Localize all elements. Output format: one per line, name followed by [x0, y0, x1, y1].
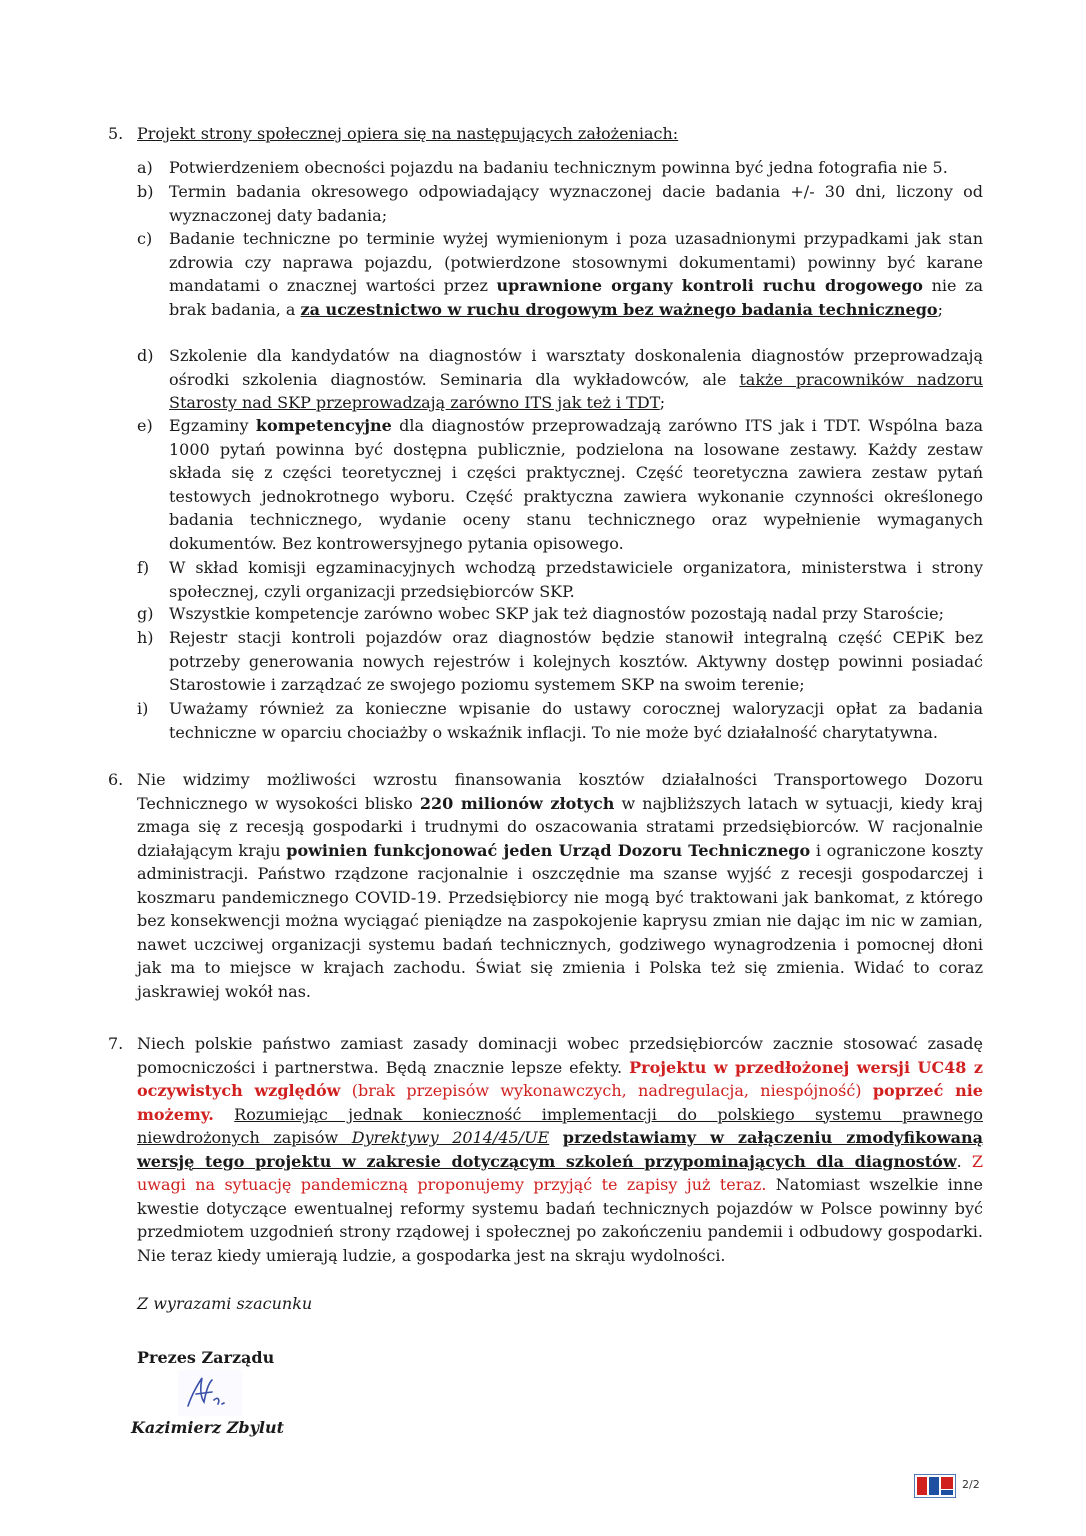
text-run — [214, 1105, 234, 1124]
section-5-heading: Projekt strony społecznej opiera się na następujących założeniach: — [137, 124, 679, 143]
closing-phrase: Z wyrazami szacunku — [137, 1294, 313, 1313]
text-run: ; — [659, 393, 666, 412]
list-item-text — [169, 414, 983, 555]
text-run: Wszystkie kompetencje zarówno wobec SKP jak też diagnostów pozostają nadal przy Staroście; — [169, 604, 945, 623]
text-run: (brak przepisów wykonawczych, nadregulacja, niespójność) — [340, 1081, 873, 1100]
list-item-label: a) — [137, 158, 153, 177]
list-item-label: i) — [137, 699, 149, 718]
text-run — [549, 1128, 563, 1147]
list-item — [137, 414, 983, 555]
list-item-label: h) — [137, 628, 154, 647]
text-run: poprzeć nie możemy. — [137, 1081, 983, 1124]
text-run: Badanie techniczne po terminie wyżej wymienionym i poza uzasadnionymi przypadkami jak stan zdrowia czy naprawa pojazdu, (potwierdzone stosownymi dokumentami) powinny być karane mandatami o znacznej wartości przez — [169, 229, 983, 295]
list-item — [137, 626, 983, 697]
text-run: kompetencyjne — [255, 416, 392, 435]
section-7-paragraph — [137, 1032, 983, 1267]
page-number: 2/2 — [962, 1478, 980, 1491]
text-run: Egzaminy — [169, 416, 256, 435]
list-item — [137, 602, 983, 626]
list-item — [137, 344, 983, 415]
list-item-label: g) — [137, 604, 154, 623]
signatory-name: Kazimierz Zbylut — [131, 1418, 284, 1437]
section-6-number: 6. — [108, 770, 124, 789]
list-item-text — [169, 156, 983, 180]
text-run: nie za brak badania, a — [169, 276, 984, 319]
section-7-number: 7. — [108, 1034, 124, 1053]
list-item-text — [169, 227, 983, 321]
text-run: Uważamy również za konieczne wpisanie do ustawy corocznej waloryzacji opłat za badania techniczne w oparciu chociażby o wskaźnik inflacji. To nie może być działalność charytatywna. — [169, 699, 983, 742]
text-run: Rejestr stacji kontroli pojazdów oraz diagnostów będzie stanowił integralną część CEPiK bez potrzeby generowania nowych rejestrów i kolejnych kosztów. Aktywny dostęp powinni posiadać Starostowie i zarządzać ze swojego poziomu systemem SKP na swoim terenie; — [169, 628, 983, 694]
text-run: Projektu w przedłożonej wersji UC48 z oczywistych względów — [137, 1057, 983, 1100]
text-run: Termin badania okresowego odpowiadający wyznaczonej dacie badania +/- 30 dni, liczony od wyznaczonej daty badania; — [169, 182, 983, 225]
list-item — [137, 180, 983, 227]
text-run: Nie widzimy możliwości wzrostu finansowania kosztów działalności Transportowego Dozoru Technicznego w wysokości blisko — [137, 770, 983, 813]
list-item-text — [169, 697, 983, 744]
handwritten-signature-icon — [178, 1370, 242, 1416]
skp-logo-icon — [914, 1474, 956, 1498]
signatory-title: Prezes Zarządu — [137, 1348, 275, 1367]
text-run: za uczestnictwo w ruchu drogowym bez ważnego badania technicznego — [300, 299, 938, 319]
list-item-label: c) — [137, 229, 153, 248]
list-item-text — [169, 556, 983, 603]
list-item — [137, 156, 983, 180]
text-run: Dyrektywy 2014/45/UE — [351, 1128, 550, 1147]
list-item — [137, 556, 983, 603]
text-run: Rozumiejąc jednak konieczność implementacji do polskiego systemu prawnego niewdrożonych zapisów — [137, 1104, 983, 1147]
list-item — [137, 227, 983, 321]
text-run: Szkolenie dla kandydatów na diagnostów i warsztaty doskonalenia diagnostów przeprowadzają ośrodki szkolenia diagnostów. Seminaria dla wykładowców, ale — [169, 346, 983, 389]
list-item-text — [169, 344, 983, 415]
list-item-label: e) — [137, 416, 153, 435]
section-6-paragraph — [137, 768, 983, 1003]
text-run: Natomiast wszelkie inne kwestie dotyczące ewentualnej reformy systemu badań technicznych pojazdów w Polsce powinny być przedmiotem uzgodnień strony rządowej i społecznej po zakończeniu pandemii i odbudowy gospodarki. Nie teraz kiedy umierają ludzie, a gospodarka jest na skraju wydolności. — [137, 1175, 983, 1265]
text-run: dla diagnostów przeprowadzają zarówno ITS jak i TDT. Wspólna baza 1000 pytań powinna być dostępna publicznie, podzielona na losowane zestawy. Każdy zestaw składa się z części teoretycznej i części praktycznej. Część teoretyczna zawiera zestaw pytań testowych jednokrotnego wyboru. Część praktyczna zawiera wykonanie czynności określonego badania technicznego, wydanie oceny stanu technicznego oraz wypełnienie wymaganych dokumentów. Bez kontrowersyjnego pytania opisowego. — [169, 416, 984, 553]
text-run: uprawnione organy kontroli ruchu drogowego — [496, 276, 923, 295]
list-item-label: d) — [137, 346, 154, 365]
text-run: Niech polskie państwo zamiast zasady dominacji wobec przedsiębiorców zacznie stosować zasadę pomocniczości i partnerstwa. Będą znacznie lepsze efekty. — [137, 1034, 983, 1077]
text-run: ; — [937, 299, 943, 319]
list-item-text — [169, 626, 983, 697]
text-run: powinien funkcjonować jeden Urząd Dozoru Technicznego — [286, 840, 811, 860]
text-run: 220 milionów złotych — [419, 793, 615, 813]
text-run: także pracowników nadzoru Starosty nad SKP przeprowadzają zarówno ITS jak też i TDT — [169, 369, 984, 412]
text-run: i ograniczone koszty administracji. Państwo rządzone racjonalnie i oszczędnie ma szanse wyjść z recesji gospodarczej i koszmaru pandemicznego COVID-19. Przedsiębiorcy nie mogą być traktowani jak bankomat, z którego bez konsekwencji można wyciągać pieniądze na zaspokojenie kaprysu zmian nie dając im nic w zamian, nawet uczciwej organizacji systemu badań technicznych, godziwego wynagrodzenia i pomocnej dłoni jak ma to miejsce w krajach zachodu. Świat się zmienia i Polska też się zmienia. Widać to coraz jaskrawiej wokół nas. — [137, 840, 984, 1001]
list-item — [137, 697, 983, 744]
text-run: przedstawiamy w załączeniu zmodyfikowaną wersję tego projektu w zakresie dotyczącym szkoleń przypominających dla diagnostów — [137, 1128, 983, 1171]
list-item-label: f) — [137, 558, 150, 577]
text-run: . — [956, 1151, 972, 1171]
text-run: Z uwagi na sytuację pandemiczną proponujemy przyjąć te zapisy już teraz. — [137, 1151, 984, 1194]
section-5-number: 5. — [108, 124, 124, 143]
text-run: w najbliższych latach w sytuacji, kiedy kraj zmaga się z recesją gospodarki i trudnymi do oszacowania stratami przedsiębiorców. W racjonalnie działającym kraju — [137, 793, 984, 860]
text-run: Potwierdzeniem obecności pojazdu na badaniu technicznym powinna być jedna fotografia nie 5. — [169, 158, 948, 177]
list-item-text — [169, 602, 983, 626]
text-run: W skład komisji egzaminacyjnych wchodzą przedstawiciele organizatora, ministerstwa i strony społecznej, czyli organizacji przedsiębiorców SKP. — [169, 558, 983, 601]
list-item-label: b) — [137, 182, 154, 201]
list-item-text — [169, 180, 983, 227]
